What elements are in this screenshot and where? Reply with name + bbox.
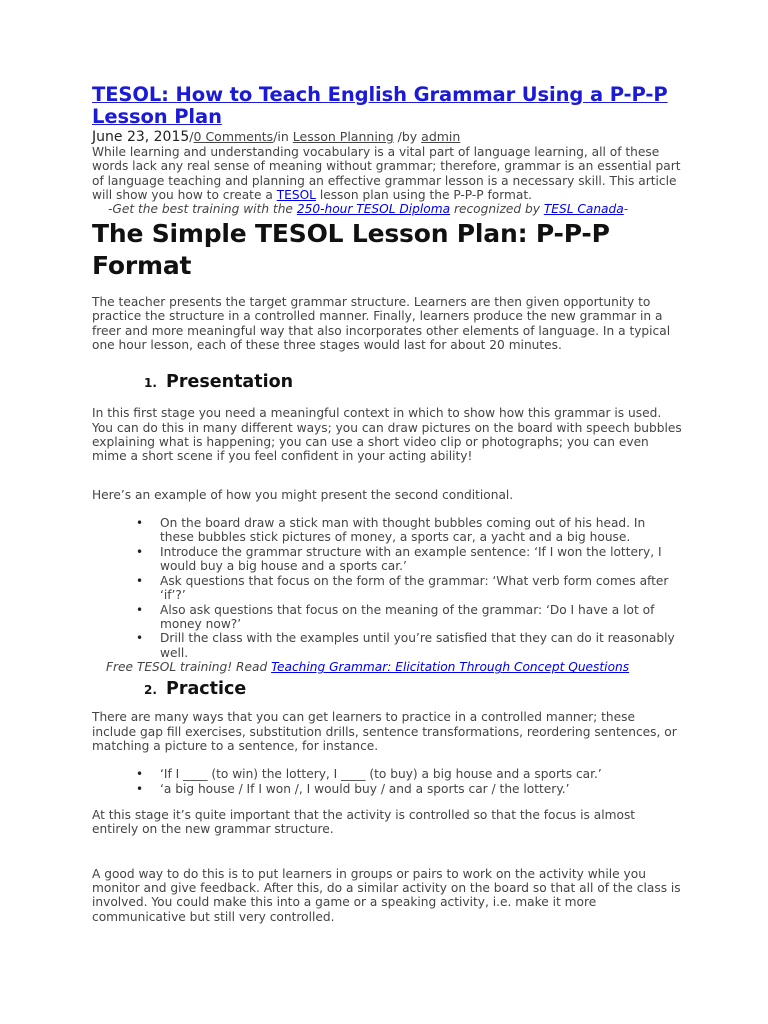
- bullet-icon: •: [136, 781, 144, 796]
- intro-text-1: While learning and understanding vocabulary is a vital part of language learning, all of these words lack any real sense of meaning without grammar; therefore, grammar is an essential part of language teaching and planning an effective grammar lesson is a necessary skill. This article will show you how to create a: [92, 145, 681, 202]
- practice-section-heading: [92, 678, 682, 700]
- article-title: [92, 84, 682, 128]
- promo-text-3: -: [623, 202, 629, 217]
- list-item-text: ‘a big house / If I won /, I would buy / and a sports car / the lottery.’: [160, 781, 570, 796]
- list-item-text: Ask questions that focus on the form of the grammar: ‘What verb form comes after ‘if’?’: [160, 573, 669, 602]
- promo-text-1: -Get the best training with the: [108, 202, 297, 217]
- group-work-paragraph: A good way to do this is to put learners in groups or pairs to work on the activity while you monitor and give feedback. After this, do a similar activity on the board so that all of the class is involved. You could make this into a game or a speaking activity, i.e. make it more communicative but still very controlled.: [92, 866, 681, 924]
- controlled-activity-paragraph: At this stage it’s quite important that the activity is controlled so that the focus is almost entirely on the new grammar structure.: [92, 808, 636, 837]
- category-link[interactable]: Lesson Planning: [292, 129, 394, 144]
- intro-text-2: lesson plan using the P-P-P format.: [315, 187, 533, 202]
- tesl-canada-link[interactable]: TESL Canada: [543, 202, 624, 217]
- list-item-text: On the board draw a stick man with thought bubbles coming out of his head. In these bubbles stick pictures of money, a sports car, a yacht and a big house.: [160, 515, 646, 545]
- diploma-promo: [92, 202, 682, 216]
- list-item: [92, 516, 682, 545]
- list-item-text: Drill the class with the examples until you’re satisfied that they can do it reasonably well.: [160, 631, 675, 660]
- presentation-bullet-list: [92, 516, 682, 660]
- author-link[interactable]: admin: [421, 129, 461, 144]
- article-title-link[interactable]: TESOL: How to Teach English Grammar Using a P-P-P Lesson Plan: [92, 83, 668, 128]
- post-meta: [92, 129, 682, 145]
- practice-number: 2.: [144, 682, 157, 697]
- list-item: [92, 574, 682, 603]
- bullet-icon: •: [136, 602, 144, 617]
- practice-bullet-list: [92, 767, 682, 796]
- practice-heading: Practice: [166, 679, 247, 700]
- list-item: [92, 782, 682, 796]
- list-item-text: Introduce the grammar structure with an example sentence: ‘If I won the lottery, I would buy a big house and a sports car.’: [160, 544, 662, 574]
- diploma-link[interactable]: 250-hour TESOL Diploma: [296, 202, 451, 217]
- main-heading: The Simple TESOL Lesson Plan: P-P-P Format: [92, 219, 610, 281]
- bullet-icon: •: [136, 544, 144, 559]
- article-page: [92, 84, 682, 924]
- elicitation-promo: [92, 660, 682, 674]
- in-label: /in: [273, 129, 293, 144]
- post-date: June 23, 2015: [92, 129, 190, 145]
- by-label: /by: [393, 129, 422, 144]
- promo-text-2: recognized by: [450, 202, 544, 217]
- meta-separator: /: [189, 129, 194, 144]
- presentation-paragraph: In this first stage you need a meaningful context in which to show how this grammar is used. You can do this in many different ways; you can draw pictures on the board with speech bubbles explaining what is happening; you can use a short video clip or photographs; you can even mime a short scene if you feel confident in your acting ability!: [92, 406, 682, 464]
- promo-text: Free TESOL training! Read: [106, 660, 272, 675]
- comments-link[interactable]: 0 Comments: [193, 129, 274, 144]
- bullet-icon: •: [136, 767, 144, 782]
- list-item: [92, 767, 682, 781]
- presentation-heading: Presentation: [166, 372, 294, 393]
- bullet-icon: •: [136, 515, 144, 530]
- elicitation-link[interactable]: Teaching Grammar: Elicitation Through Concept Questions: [271, 660, 630, 675]
- example-intro-paragraph: Here’s an example of how you might present the second conditional.: [92, 487, 514, 502]
- list-item-text: Also ask questions that focus on the meaning of the grammar: ‘Do I have a lot of money now?’: [160, 602, 655, 631]
- bullet-icon: •: [136, 631, 144, 646]
- bullet-icon: •: [136, 573, 144, 588]
- practice-paragraph: There are many ways that you can get learners to practice in a controlled manner; these include gap fill exercises, substitution drills, sentence transformations, reordering sentences, or matching a picture to a sentence, for instance.: [92, 710, 677, 753]
- list-item-text: ‘If I ____ (to win) the lottery, I ____ (to buy) a big house and a sports car.’: [160, 767, 602, 782]
- list-item: [92, 603, 682, 632]
- list-item: [92, 545, 682, 574]
- intro-paragraph: [92, 145, 682, 202]
- tesol-link[interactable]: TESOL: [276, 187, 316, 202]
- overview-paragraph: The teacher presents the target grammar structure. Learners are then given opportunity to practice the structure in a controlled manner. Finally, learners produce the new grammar in a freer and more meaningful way that also incorporates other elements of language. In a typical one hour lesson, each of these three stages would last for about 20 minutes.: [92, 295, 671, 353]
- presentation-number: 1.: [144, 375, 157, 390]
- presentation-section-heading: [92, 371, 682, 393]
- list-item: [92, 631, 682, 660]
